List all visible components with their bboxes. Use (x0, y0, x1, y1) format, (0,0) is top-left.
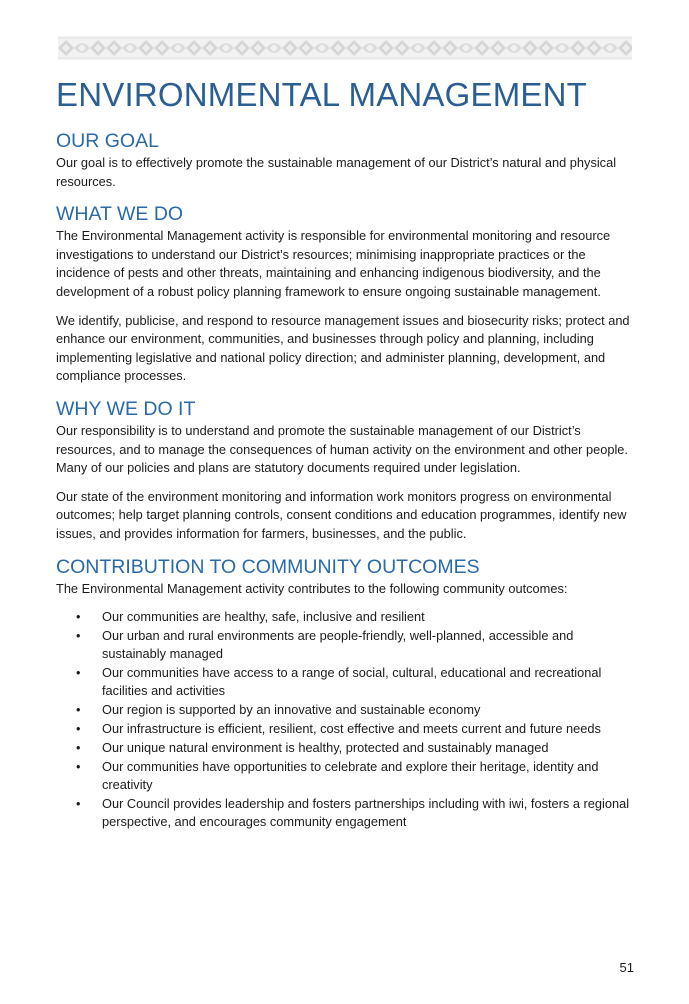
section-heading: WHY WE DO IT (56, 397, 196, 420)
list-item (56, 608, 636, 626)
bullet-icon: • (76, 665, 81, 681)
list-item (56, 758, 636, 794)
decorative-pattern-banner (58, 36, 632, 60)
list-item-text: Our infrastructure is efficient, resilient, cost effective and meets current and future needs (102, 721, 601, 737)
section-our-goal (56, 128, 636, 191)
paragraph: We identify, publicise, and respond to resource management issues and biosecurity risks; protect and enhance our environment, communities, and businesses through policy and planning, including implementing legislative and national policy direction; and administer planning, development, and compliance processes. (56, 312, 630, 384)
bullet-icon: • (76, 759, 81, 775)
paragraph: Our responsibility is to understand and promote the sustainable management of our District’s resources, and to manage the consequences of human activity on the environment and other people. Many of our policies and plans are statutory documents required under legislation. (56, 422, 628, 476)
bullet-icon: • (76, 609, 81, 625)
paragraph: Our state of the environment monitoring and information work monitors progress on environmental outcomes; help target planning controls, consent conditions and education programmes, identify new issues, and provides information for farmers, businesses, and the public. (56, 488, 627, 541)
list-item-text: Our communities are healthy, safe, inclusive and resilient (102, 609, 425, 625)
section-heading: WHAT WE DO (56, 203, 184, 226)
bullet-icon: • (76, 628, 81, 644)
list-item (56, 627, 636, 663)
bullet-icon: • (76, 796, 81, 812)
list-item-text: Our communities have opportunities to celebrate and explore their heritage, identity and creativity (102, 759, 599, 793)
section-why-we-do-it (56, 396, 636, 544)
paragraph: The Environmental Management activity contributes to the following community outcomes: (56, 580, 568, 596)
paragraph: The Environmental Management activity is responsible for environmental monitoring and resource investigations to understand our District’s resources; minimising inappropriate practices or the incidence of pests and other threats, maintaining and enhancing indigenous biodiversity, and the development of a robust policy planning framework to ensure ongoing sustainable management. (56, 228, 611, 299)
bullet-icon: • (76, 702, 81, 718)
bullet-icon: • (76, 721, 81, 737)
list-item-text: Our region is supported by an innovative and sustainable economy (102, 702, 481, 718)
section-heading: CONTRIBUTION TO COMMUNITY OUTCOMES (56, 555, 480, 578)
bullet-icon: • (76, 740, 81, 756)
outcomes-list (56, 608, 636, 831)
list-item (56, 664, 636, 700)
page-number: 51 (619, 960, 634, 975)
section-what-we-do (56, 201, 636, 386)
list-item-text: Our unique natural environment is healthy, protected and sustainably managed (102, 740, 549, 756)
section-heading: OUR GOAL (56, 130, 159, 152)
paragraph: Our goal is to effectively promote the sustainable management of our District’s natural and physical resources. (56, 155, 617, 189)
banner-pattern-graphic (58, 36, 632, 60)
section-community-outcomes (56, 554, 636, 832)
list-item (56, 739, 636, 757)
page-title: ENVIRONMENTAL MANAGEMENT (56, 76, 588, 113)
list-item-text: Our communities have access to a range of social, cultural, educational and recreational facilities and activities (102, 665, 602, 699)
list-item (56, 795, 636, 831)
list-item (56, 701, 636, 719)
list-item-text: Our urban and rural environments are people-friendly, well-planned, accessible and sustainably managed (102, 628, 574, 662)
list-item-text: Our Council provides leadership and fosters partnerships including with iwi, fosters a regional perspective, and encourages community engagement (102, 796, 630, 830)
list-item (56, 720, 636, 738)
page-content (56, 128, 636, 832)
